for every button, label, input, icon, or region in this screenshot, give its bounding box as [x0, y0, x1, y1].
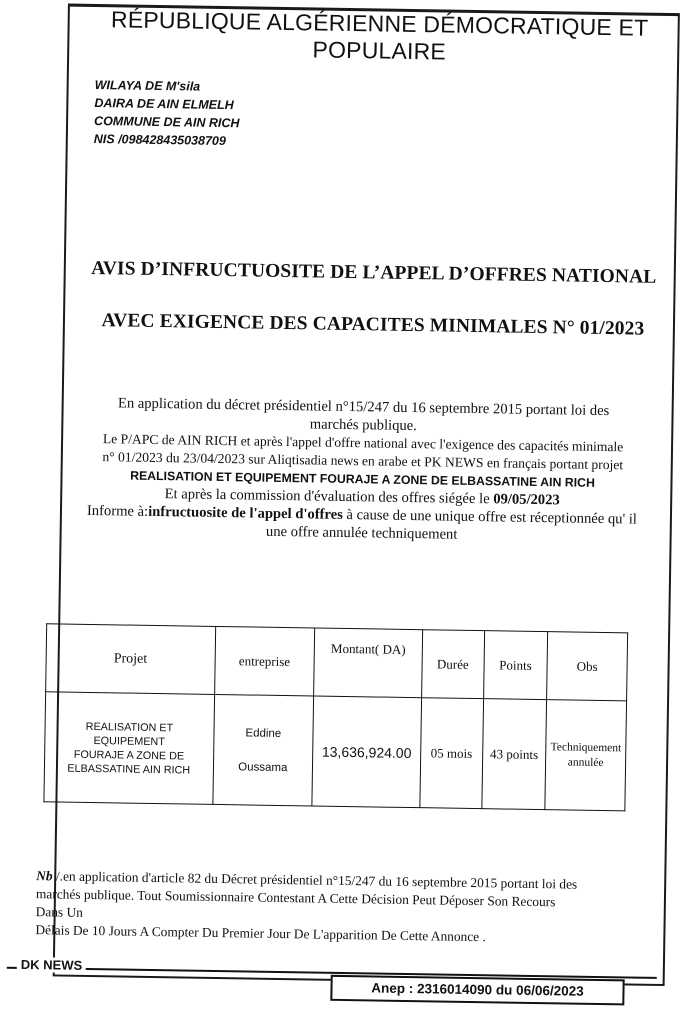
nb-note [35, 867, 582, 948]
body-p4-suffix: à cause de une unique offre est réceptionnée qu' il [342, 506, 638, 528]
body-p3-prefix: Et après la commission d'évaluation des offres siégée le [164, 486, 494, 508]
body-p1-line1: En application du décret présidentiel n°15/247 du 16 septembre 2015 portant loi des [117, 395, 610, 420]
body-p4-bold: infructuosite de l'appel d'offres [148, 503, 343, 523]
results-table [43, 623, 628, 811]
header-duree: Durée [421, 630, 484, 699]
wilaya-line: WILAYA DE M'sila [94, 77, 201, 94]
body-p2-line2: n° 01/2023 du 23/04/2023 sur Aliqtisadia news en arabe et PK NEWS en français portant projet [102, 449, 624, 473]
cell-projet [44, 692, 214, 805]
cell-entreprise-line2: Oussama [238, 760, 288, 774]
nb-line2: marchés publique. Tout Soumissionnaire Contestant A Cette Décision Peut Déposer Son Recours Dans Un [35, 886, 556, 920]
header-montant: Montant( DA) [314, 628, 423, 698]
nb-label: Nb [36, 868, 53, 884]
cell-obs-line2: annulée [567, 755, 604, 769]
cell-projet-line1: REALISATION ET EQUIPEMENT [85, 720, 174, 748]
body-p1-line2: marchés publique. [309, 416, 417, 435]
nb-line1-text: /.en application d'article 82 du Décret présidentiel n°15/247 du 16 septembre 2015 portant loi des [52, 868, 578, 892]
cell-entreprise [213, 694, 314, 806]
daira-line: DAIRA DE AIN ELMELH [94, 95, 234, 113]
cell-entreprise-line1: Eddine [245, 726, 282, 740]
nis-line: NIS /098428435038709 [93, 131, 226, 149]
cell-obs [545, 700, 626, 811]
commune-line: COMMUNE DE AIN RICH [94, 113, 240, 131]
header-obs: Obs [547, 632, 628, 701]
cell-projet-line3: ELBASSATINE AIN RICH [67, 762, 191, 777]
body-p2-line1: Le P/APC de AIN RICH et après l'appel d'offre national avec l'exigence des capacités minimale [102, 431, 624, 455]
avis-title-line2: AVEC EXIGENCE DES CAPACITES MINIMALES N° 01/2023 [101, 310, 645, 340]
cell-duree: 05 mois [420, 698, 483, 809]
newspaper-name: DK NEWS [17, 957, 87, 973]
issuer-header [94, 76, 240, 150]
header-projet: Projet [46, 624, 216, 695]
cell-obs-line1: Techniquement [550, 740, 622, 754]
cell-points: 43 points [481, 699, 546, 810]
body-p3-date: 09/05/2023 [493, 491, 560, 509]
nb-line3: Délais De 10 Jours A Compter Du Premier Jour De L'apparition De Cette Annonce . [35, 922, 487, 945]
body-p4-prefix: Informe à: [86, 502, 149, 520]
notice-body [62, 394, 664, 547]
avis-title-line1: AVIS D’INFRUCTUOSITE DE L’APPEL D’OFFRES NATIONAL [90, 257, 657, 288]
body-p2-line3: REALISATION ET EQUIPEMENT FOURAJE A ZONE DE ELBASSATINE AIN RICH [130, 468, 596, 490]
anep-reference: Anep : 2316014090 du 06/06/2023 [330, 975, 624, 1006]
table-header-row [46, 624, 628, 701]
table-row [44, 692, 627, 811]
header-points: Points [483, 631, 548, 700]
republic-title: RÉPUBLIQUE ALGÉRIENNE DÉMOCRATIQUE ET POPULAIRE [110, 6, 649, 65]
body-p4-line2: une offre annulée techniquement [265, 523, 458, 543]
cell-projet-line2: FOURAJE A ZONE DE [73, 748, 185, 762]
cell-montant: 13,636,924.00 [312, 696, 422, 808]
header-entreprise: entreprise [214, 626, 314, 696]
